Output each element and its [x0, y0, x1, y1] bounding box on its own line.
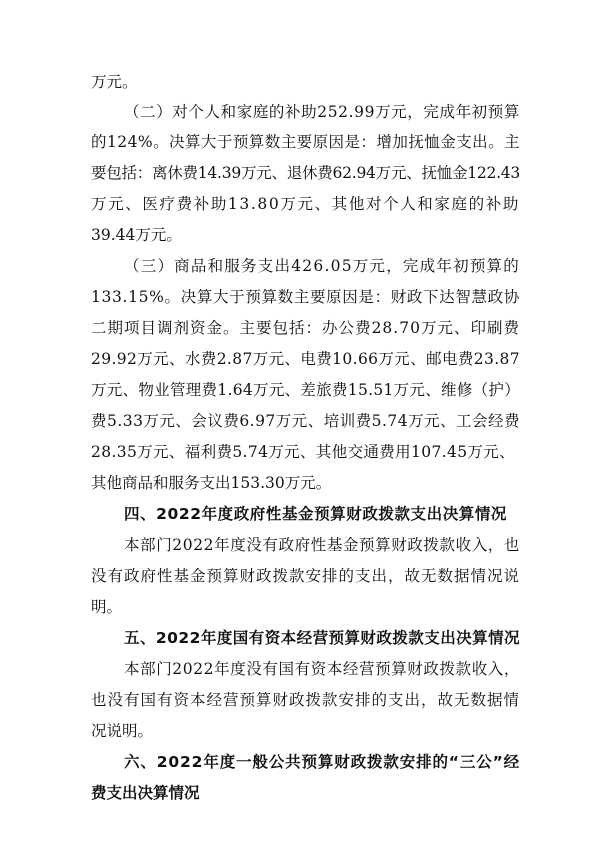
text-line: 没有政府性基金预算财政拨款安排的支出，故无数据情况说	[91, 567, 520, 585]
text-line: 明。	[91, 598, 123, 616]
text-line: 本部门2022年度没有国有资本经营预算财政拨款收入，	[124, 660, 520, 678]
text-line: 费5.33万元、会议费6.97万元、培训费5.74万元、工会经费	[91, 412, 520, 430]
text-line: 29.92万元、水费2.87万元、电费10.66万元、邮电费23.87	[91, 350, 521, 368]
text-line: （二）对个人和家庭的补助252.99万元，完成年初预算	[124, 103, 520, 121]
text-line: 二期项目调剂资金。主要包括：办公费28.70万元、印刷费	[91, 319, 520, 337]
heading-text: 费支出决算情况	[91, 784, 200, 802]
text-line: 的124%。决算大于预算数主要原因是：增加抚恤金支出。主	[91, 133, 520, 151]
text-line: 本部门2022年度没有政府性基金预算财政拨款收入，也	[124, 536, 520, 554]
text-line: 要包括：离休费14.39万元、退休费62.94万元、抚恤金122.43	[91, 164, 521, 182]
text-line: 万元。	[91, 73, 138, 91]
text-line: （三）商品和服务支出426.05万元，完成年初预算的	[124, 257, 520, 275]
text-line: 万元、物业管理费1.64万元、差旅费15.51万元、维修（护）	[91, 381, 521, 399]
heading-text: 五、2022年度国有资本经营预算财政拨款支出决算情况	[124, 629, 520, 647]
text-line: 其他商品和服务支出153.30万元。	[91, 474, 332, 492]
text-line: 39.44万元。	[91, 226, 182, 244]
text-line: 况说明。	[91, 722, 154, 740]
text-line: 也没有国有资本经营预算财政拨款安排的支出，故无数据情	[91, 691, 520, 709]
heading-text: 四、2022年度政府性基金预算财政拨款支出决算情况	[124, 505, 507, 523]
text-line: 28.35万元、福利费5.74万元、其他交通费用107.45万元、	[91, 443, 516, 461]
text-line: 万元、医疗费补助13.80万元、其他对个人和家庭的补助	[91, 195, 521, 213]
heading-text: 六、2022年度一般公共预算财政拨款安排的“三公”经	[124, 753, 521, 771]
text-line: 133.15%。决算大于预算数主要原因是：财政下达智慧政协	[91, 288, 520, 306]
